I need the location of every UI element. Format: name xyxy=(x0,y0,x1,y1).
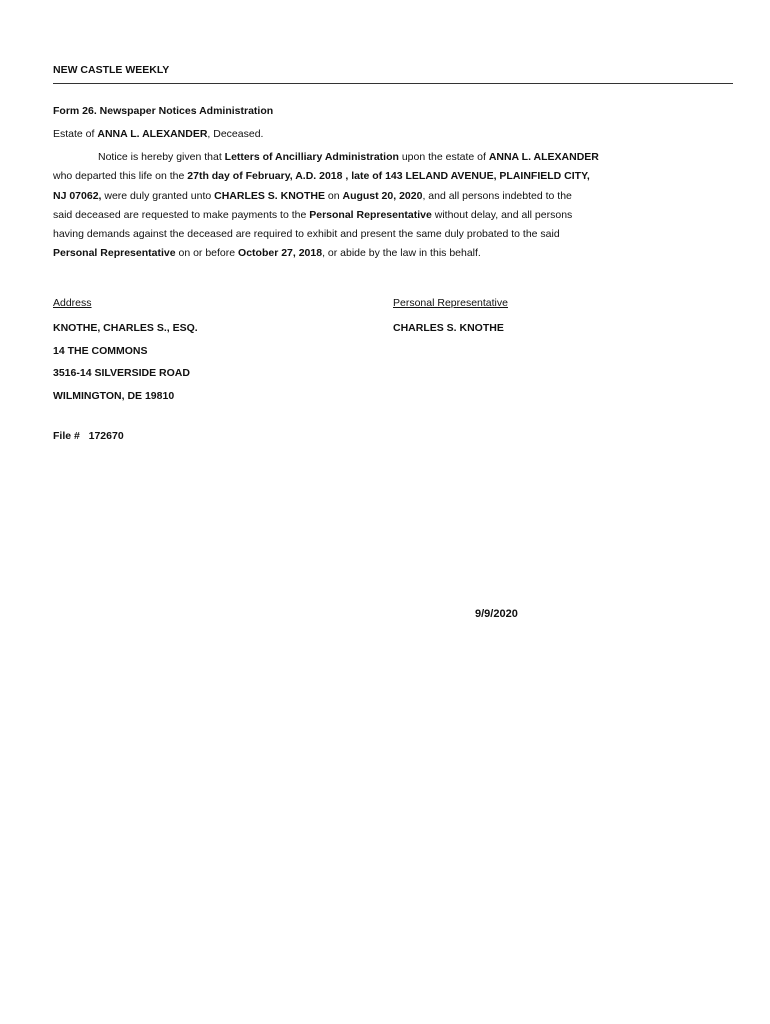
grant-date: August 20, 2020 xyxy=(342,189,423,202)
notice-paragraph xyxy=(53,148,653,264)
form-title: Form 26. Newspaper Notices Administration xyxy=(53,105,274,117)
decedent-zip: NJ 07062, xyxy=(53,189,102,202)
notice-text: on or before xyxy=(175,247,239,260)
address-city: WILMINGTON, DE 19810 xyxy=(53,390,175,402)
estate-prefix: Estate of xyxy=(53,128,98,140)
notice-line-3 xyxy=(53,187,653,206)
file-number xyxy=(53,430,124,442)
notice-text: were duly granted unto xyxy=(101,189,215,202)
notice-line-1 xyxy=(53,148,653,167)
personal-rep-name: CHARLES S. KNOTHE xyxy=(393,322,504,334)
notice-text: , or abide by the law in this behalf. xyxy=(322,247,481,260)
decedent-name: ANNA L. ALEXANDER xyxy=(488,151,599,163)
address-name: KNOTHE, CHARLES S., ESQ. xyxy=(53,322,198,334)
notice-line-5 xyxy=(53,225,653,244)
address-line-1: 14 THE COMMONS xyxy=(53,345,148,357)
representative-role: Personal Representative xyxy=(53,247,176,260)
notice-line-2 xyxy=(53,167,653,186)
file-label: File # xyxy=(53,430,80,442)
deadline-date: October 27, 2018 xyxy=(238,247,323,260)
address-line-2: 3516-14 SILVERSIDE ROAD xyxy=(53,367,190,379)
decedent-address: , late of 143 LELAND AVENUE, PLAINFIELD CITY, xyxy=(342,170,590,183)
estate-line xyxy=(53,128,263,140)
header-rule xyxy=(53,83,733,84)
death-date: 27th day of February, A.D. 2018 xyxy=(187,170,343,183)
address-label: Address xyxy=(53,297,92,309)
notice-text: said deceased are requested to make payments to the xyxy=(53,208,310,221)
notice-text: on xyxy=(324,189,343,202)
newspaper-title: NEW CASTLE WEEKLY xyxy=(53,64,170,76)
notice-line-6 xyxy=(53,244,653,263)
representative-name: CHARLES S. KNOTHE xyxy=(214,189,325,202)
notice-text: upon the estate of xyxy=(398,151,489,163)
notice-text: having demands against the deceased are required to exhibit and present the same duly probated to the said xyxy=(53,228,560,241)
notice-text: Notice is hereby given that xyxy=(98,151,225,163)
file-value: 172670 xyxy=(88,430,124,442)
estate-name: ANNA L. ALEXANDER xyxy=(97,128,208,140)
notice-text: without delay, and all persons xyxy=(431,208,573,221)
estate-suffix: , Deceased. xyxy=(207,128,264,140)
personal-rep-label: Personal Representative xyxy=(393,297,508,309)
notice-line-4 xyxy=(53,206,653,225)
notice-text: who departed this life on the xyxy=(53,170,188,183)
notice-text: , and all persons indebted to the xyxy=(422,189,572,202)
letters-type: Letters of Ancilliary Administration xyxy=(224,151,399,163)
notice-date: 9/9/2020 xyxy=(475,608,518,620)
representative-role: Personal Representative xyxy=(309,208,432,221)
